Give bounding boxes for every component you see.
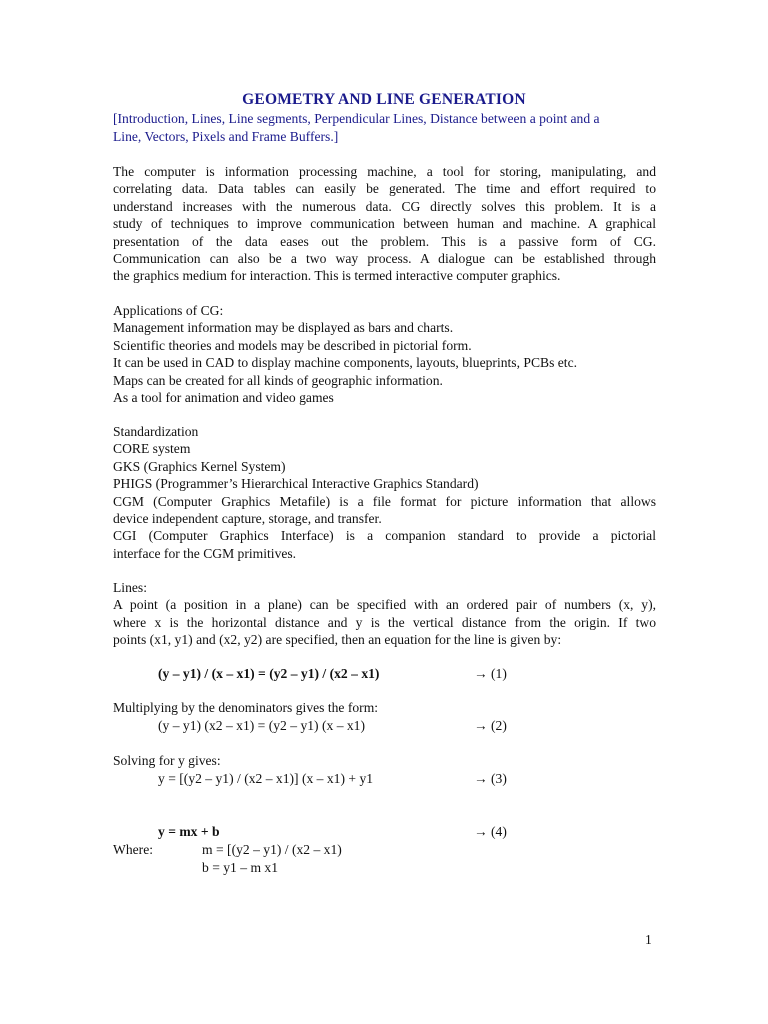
- intro-paragraph: [113, 163, 656, 285]
- cgi-line: interface for the CGM primitives.: [113, 545, 297, 561]
- text-line: study of techniques to improve communication between human and machine. A graphical: [113, 216, 656, 232]
- multiply-label: Multiplying by the denominators gives the form:: [113, 700, 379, 715]
- text-line: correlating data. Data tables can easily be generated. The time and effort required to: [113, 181, 656, 197]
- topics-summary: [113, 110, 658, 146]
- equation-1-ref: → (1): [474, 666, 507, 681]
- equation-4: y = mx + b: [158, 824, 220, 839]
- text-line: where x is the horizontal distance and y is the vertical distance from the origin. If two: [113, 614, 656, 630]
- topics-line: [Introduction, Lines, Line segments, Perpendicular Lines, Distance between a point and a: [113, 111, 600, 126]
- topics-line: Line, Vectors, Pixels and Frame Buffers.]: [113, 129, 339, 144]
- lines-heading: Lines:: [113, 580, 147, 595]
- list-item: Management information may be displayed as bars and charts.: [113, 320, 454, 336]
- equation-2-ref: → (2): [474, 718, 507, 733]
- equation-2: (y – y1) (x2 – x1) = (y2 – y1) (x – x1): [158, 718, 366, 733]
- page-number: 1: [645, 932, 652, 947]
- equation-1: (y – y1) / (x – x1) = (y2 – y1) / (x2 – x1): [158, 666, 380, 681]
- text-line: presentation of the data eases out the problem. This is a passive form of CG.: [113, 233, 656, 249]
- cgi-line: CGI (Computer Graphics Interface) is a companion standard to provide a pictorial: [113, 528, 656, 544]
- applications-heading: Applications of CG:: [113, 303, 224, 318]
- list-item: Maps can be created for all kinds of geographic information.: [113, 372, 443, 388]
- text-line: The computer is information processing machine, a tool for storing, manipulating, and: [113, 164, 656, 179]
- text-line: the graphics medium for interaction. This is termed interactive computer graphics.: [113, 268, 561, 284]
- cgm-line: device independent capture, storage, and transfer.: [113, 511, 382, 527]
- list-item: Scientific theories and models may be described in pictorial form.: [113, 337, 472, 353]
- list-item: PHIGS (Programmer’s Hierarchical Interactive Graphics Standard): [113, 476, 479, 492]
- where-b-definition: b = y1 – m x1: [202, 860, 279, 875]
- page-title: GEOMETRY AND LINE GENERATION: [242, 91, 526, 108]
- lines-section: [113, 579, 656, 649]
- list-item: As a tool for animation and video games: [113, 390, 334, 406]
- text-line: points (x1, y1) and (x2, y2) are specified, then an equation for the line is given by:: [113, 632, 562, 648]
- where-label: Where:: [113, 842, 153, 857]
- where-m-definition: m = [(y2 – y1) / (x2 – x1): [202, 842, 342, 857]
- equation-3-ref: → (3): [474, 771, 507, 786]
- list-item: CORE system: [113, 441, 191, 457]
- text-line: Communication can also be a two way process. A dialogue can be established through: [113, 251, 656, 267]
- applications-section: [113, 302, 656, 406]
- text-line: understand increases with the numerous data. CG directly solves this problem. It is a: [113, 198, 656, 214]
- list-item: GKS (Graphics Kernel System): [113, 458, 286, 474]
- equation-3: y = [(y2 – y1) / (x2 – x1)] (x – x1) + y1: [158, 771, 374, 786]
- standardization-section: [113, 423, 656, 562]
- list-item: It can be used in CAD to display machine components, layouts, blueprints, PCBs etc.: [113, 355, 578, 371]
- solve-label: Solving for y gives:: [113, 753, 221, 768]
- standardization-heading: Standardization: [113, 424, 199, 439]
- equation-4-ref: → (4): [474, 824, 507, 839]
- text-line: A point (a position in a plane) can be specified with an ordered pair of numbers (x, y),: [113, 597, 656, 613]
- cgm-line: CGM (Computer Graphics Metafile) is a file format for picture information that allows: [113, 493, 656, 509]
